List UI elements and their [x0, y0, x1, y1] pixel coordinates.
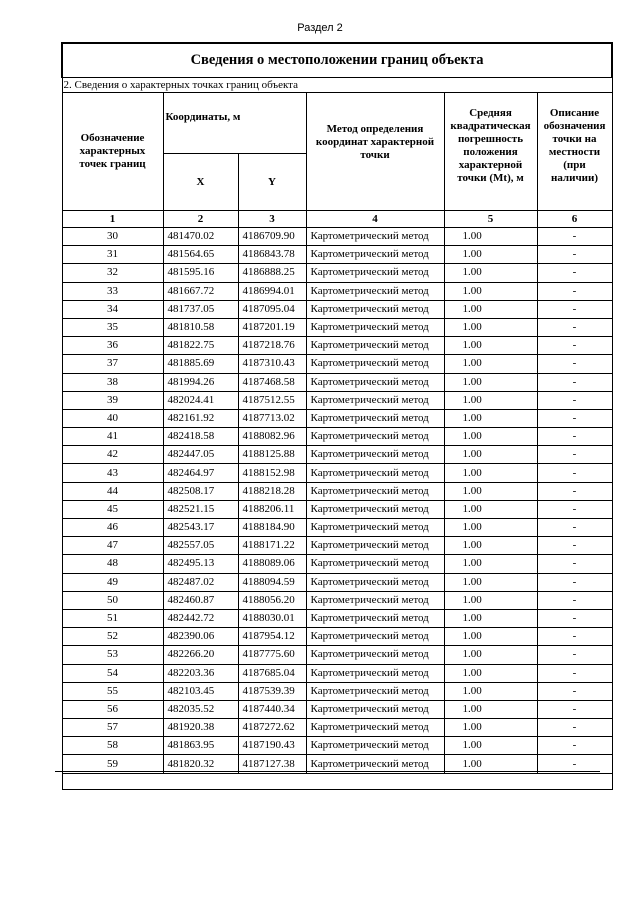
description-cell: -: [537, 555, 612, 573]
coord-y-cell: 4186843.78: [238, 246, 306, 264]
method-cell: Картометрический метод: [306, 500, 444, 518]
header-y: Y: [238, 154, 306, 211]
table-row: [62, 282, 612, 300]
coord-y-cell: 4187713.02: [238, 409, 306, 427]
coord-y-cell: 4187954.12: [238, 628, 306, 646]
method-cell: Картометрический метод: [306, 300, 444, 318]
coord-y-cell: 4187685.04: [238, 664, 306, 682]
column-number: 2: [163, 211, 238, 228]
header-designation: Обозначение характерных точек границ: [62, 93, 163, 211]
error-mt-cell: 1.00: [444, 500, 537, 518]
coord-x-cell: 481737.05: [163, 300, 238, 318]
header-coords: Координаты, м: [163, 93, 306, 154]
description-cell: -: [537, 591, 612, 609]
method-cell: Картометрический метод: [306, 464, 444, 482]
description-cell: -: [537, 373, 612, 391]
header-error: Средняя квадратическая погрешность положения характерной точки (Mt), м: [444, 93, 537, 211]
coord-x-cell: 481822.75: [163, 337, 238, 355]
point-number-cell: 35: [62, 318, 163, 336]
method-cell: Картометрический метод: [306, 428, 444, 446]
table-row: [62, 500, 612, 518]
table-row: [62, 591, 612, 609]
table-row: [62, 482, 612, 500]
method-cell: Картометрический метод: [306, 573, 444, 591]
coord-x-cell: 481667.72: [163, 282, 238, 300]
table-row: [62, 446, 612, 464]
header-method: Метод определения координат характерной точки: [306, 93, 444, 211]
description-cell: -: [537, 264, 612, 282]
table-row: [62, 519, 612, 537]
coord-x-cell: 482521.15: [163, 500, 238, 518]
table-title: Сведения о местоположении границ объекта: [62, 43, 612, 78]
coord-x-cell: 482495.13: [163, 555, 238, 573]
coord-x-cell: 482442.72: [163, 609, 238, 627]
table-row: [62, 246, 612, 264]
error-mt-cell: 1.00: [444, 409, 537, 427]
coord-x-cell: 482203.36: [163, 664, 238, 682]
table-row: [62, 537, 612, 555]
table-row: [62, 337, 612, 355]
method-cell: Картометрический метод: [306, 700, 444, 718]
point-number-cell: 33: [62, 282, 163, 300]
table-row: [62, 355, 612, 373]
method-cell: Картометрический метод: [306, 282, 444, 300]
method-cell: Картометрический метод: [306, 628, 444, 646]
method-cell: Картометрический метод: [306, 737, 444, 755]
column-number: 1: [62, 211, 163, 228]
description-cell: -: [537, 355, 612, 373]
error-mt-cell: 1.00: [444, 482, 537, 500]
error-mt-cell: 1.00: [444, 446, 537, 464]
error-mt-cell: 1.00: [444, 628, 537, 646]
table-row: [62, 719, 612, 737]
coord-y-cell: 4188082.96: [238, 428, 306, 446]
method-cell: Картометрический метод: [306, 537, 444, 555]
table-row: [62, 737, 612, 755]
method-cell: Картометрический метод: [306, 755, 444, 773]
coord-y-cell: 4188125.88: [238, 446, 306, 464]
coord-x-cell: 482418.58: [163, 428, 238, 446]
coord-y-cell: 4187218.76: [238, 337, 306, 355]
method-cell: Картометрический метод: [306, 682, 444, 700]
error-mt-cell: 1.00: [444, 537, 537, 555]
point-number-cell: 46: [62, 519, 163, 537]
error-mt-cell: 1.00: [444, 700, 537, 718]
table-row: [62, 428, 612, 446]
error-mt-cell: 1.00: [444, 355, 537, 373]
point-number-cell: 34: [62, 300, 163, 318]
point-number-cell: 39: [62, 391, 163, 409]
error-mt-cell: 1.00: [444, 228, 537, 246]
description-cell: -: [537, 428, 612, 446]
error-mt-cell: 1.00: [444, 300, 537, 318]
column-number: 3: [238, 211, 306, 228]
point-number-cell: 38: [62, 373, 163, 391]
coord-x-cell: 482103.45: [163, 682, 238, 700]
error-mt-cell: 1.00: [444, 282, 537, 300]
coord-x-cell: 481595.16: [163, 264, 238, 282]
table-row: [62, 646, 612, 664]
error-mt-cell: 1.00: [444, 755, 537, 773]
coord-y-cell: 4188030.01: [238, 609, 306, 627]
description-cell: -: [537, 537, 612, 555]
description-cell: -: [537, 228, 612, 246]
coord-x-cell: 481994.26: [163, 373, 238, 391]
coord-y-cell: 4186888.25: [238, 264, 306, 282]
description-cell: -: [537, 446, 612, 464]
method-cell: Картометрический метод: [306, 391, 444, 409]
error-mt-cell: 1.00: [444, 609, 537, 627]
coord-x-cell: 481470.02: [163, 228, 238, 246]
method-cell: Картометрический метод: [306, 482, 444, 500]
table-row: [62, 573, 612, 591]
point-number-cell: 53: [62, 646, 163, 664]
point-number-cell: 56: [62, 700, 163, 718]
coord-x-cell: 481920.38: [163, 719, 238, 737]
coord-y-cell: 4187468.58: [238, 373, 306, 391]
description-cell: -: [537, 700, 612, 718]
point-number-cell: 45: [62, 500, 163, 518]
error-mt-cell: 1.00: [444, 391, 537, 409]
point-number-cell: 57: [62, 719, 163, 737]
method-cell: Картометрический метод: [306, 228, 444, 246]
coord-x-cell: 481564.65: [163, 246, 238, 264]
point-number-cell: 41: [62, 428, 163, 446]
point-number-cell: 50: [62, 591, 163, 609]
error-mt-cell: 1.00: [444, 318, 537, 336]
description-cell: -: [537, 755, 612, 773]
coord-x-cell: 481863.95: [163, 737, 238, 755]
table-row: [62, 318, 612, 336]
coord-y-cell: 4187201.19: [238, 318, 306, 336]
coord-y-cell: 4187775.60: [238, 646, 306, 664]
column-number: 5: [444, 211, 537, 228]
coord-x-cell: 482266.20: [163, 646, 238, 664]
error-mt-cell: 1.00: [444, 591, 537, 609]
boundary-points-table: [61, 42, 613, 790]
point-number-cell: 43: [62, 464, 163, 482]
description-cell: -: [537, 337, 612, 355]
error-mt-cell: 1.00: [444, 373, 537, 391]
header-x: X: [163, 154, 238, 211]
coord-x-cell: 482508.17: [163, 482, 238, 500]
coord-y-cell: 4188089.06: [238, 555, 306, 573]
coord-y-cell: 4187512.55: [238, 391, 306, 409]
coord-x-cell: 482460.87: [163, 591, 238, 609]
coord-x-cell: 482543.17: [163, 519, 238, 537]
coord-x-cell: 482024.41: [163, 391, 238, 409]
coord-y-cell: 4188171.22: [238, 537, 306, 555]
description-cell: -: [537, 391, 612, 409]
description-cell: -: [537, 664, 612, 682]
coord-x-cell: 481885.69: [163, 355, 238, 373]
column-number: 6: [537, 211, 612, 228]
error-mt-cell: 1.00: [444, 573, 537, 591]
description-cell: -: [537, 573, 612, 591]
method-cell: Картометрический метод: [306, 609, 444, 627]
method-cell: Картометрический метод: [306, 719, 444, 737]
error-mt-cell: 1.00: [444, 264, 537, 282]
coord-x-cell: 481810.58: [163, 318, 238, 336]
error-mt-cell: 1.00: [444, 246, 537, 264]
coord-x-cell: 482464.97: [163, 464, 238, 482]
table-row: [62, 555, 612, 573]
description-cell: -: [537, 682, 612, 700]
method-cell: Картометрический метод: [306, 519, 444, 537]
point-number-cell: 49: [62, 573, 163, 591]
point-number-cell: 59: [62, 755, 163, 773]
description-cell: -: [537, 246, 612, 264]
coord-y-cell: 4188206.11: [238, 500, 306, 518]
description-cell: -: [537, 482, 612, 500]
point-number-cell: 32: [62, 264, 163, 282]
point-number-cell: 51: [62, 609, 163, 627]
description-cell: -: [537, 737, 612, 755]
column-number: 4: [306, 211, 444, 228]
point-number-cell: 47: [62, 537, 163, 555]
empty-cell: [62, 773, 612, 789]
table-row: [62, 300, 612, 318]
point-number-cell: 58: [62, 737, 163, 755]
description-cell: -: [537, 719, 612, 737]
method-cell: Картометрический метод: [306, 264, 444, 282]
point-number-cell: 40: [62, 409, 163, 427]
error-mt-cell: 1.00: [444, 682, 537, 700]
table-row: [62, 682, 612, 700]
method-cell: Картометрический метод: [306, 664, 444, 682]
description-cell: -: [537, 300, 612, 318]
description-cell: -: [537, 409, 612, 427]
method-cell: Картометрический метод: [306, 355, 444, 373]
coord-y-cell: 4187127.38: [238, 755, 306, 773]
error-mt-cell: 1.00: [444, 519, 537, 537]
error-mt-cell: 1.00: [444, 555, 537, 573]
coord-y-cell: 4186709.90: [238, 228, 306, 246]
error-mt-cell: 1.00: [444, 719, 537, 737]
header-description: Описание обозначения точки на местности (при наличии): [537, 93, 612, 211]
description-cell: -: [537, 628, 612, 646]
method-cell: Картометрический метод: [306, 409, 444, 427]
method-cell: Картометрический метод: [306, 246, 444, 264]
method-cell: Картометрический метод: [306, 555, 444, 573]
table-row: [62, 373, 612, 391]
table-row: [62, 464, 612, 482]
error-mt-cell: 1.00: [444, 428, 537, 446]
coord-y-cell: 4188152.98: [238, 464, 306, 482]
table-row: [62, 628, 612, 646]
description-cell: -: [537, 282, 612, 300]
coord-y-cell: 4187539.39: [238, 682, 306, 700]
coord-x-cell: 482447.05: [163, 446, 238, 464]
coord-y-cell: 4188056.20: [238, 591, 306, 609]
point-number-cell: 48: [62, 555, 163, 573]
description-cell: -: [537, 519, 612, 537]
description-cell: -: [537, 500, 612, 518]
table-row: [62, 700, 612, 718]
method-cell: Картометрический метод: [306, 446, 444, 464]
coord-y-cell: 4187190.43: [238, 737, 306, 755]
method-cell: Картометрический метод: [306, 591, 444, 609]
point-number-cell: 52: [62, 628, 163, 646]
coord-y-cell: 4187440.34: [238, 700, 306, 718]
method-cell: Картометрический метод: [306, 337, 444, 355]
error-mt-cell: 1.00: [444, 337, 537, 355]
error-mt-cell: 1.00: [444, 737, 537, 755]
method-cell: Картометрический метод: [306, 373, 444, 391]
table-row: [62, 391, 612, 409]
description-cell: -: [537, 318, 612, 336]
table-row: [62, 228, 612, 246]
empty-row: [62, 773, 612, 789]
section-label: Раздел 2: [297, 22, 343, 34]
table-row: [62, 409, 612, 427]
point-number-cell: 42: [62, 446, 163, 464]
method-cell: Картометрический метод: [306, 318, 444, 336]
coord-x-cell: 482390.06: [163, 628, 238, 646]
coord-y-cell: 4188184.90: [238, 519, 306, 537]
point-number-cell: 36: [62, 337, 163, 355]
coord-y-cell: 4188218.28: [238, 482, 306, 500]
table-row: [62, 664, 612, 682]
point-number-cell: 37: [62, 355, 163, 373]
point-number-cell: 44: [62, 482, 163, 500]
error-mt-cell: 1.00: [444, 646, 537, 664]
point-number-cell: 54: [62, 664, 163, 682]
description-cell: -: [537, 646, 612, 664]
coord-x-cell: 482035.52: [163, 700, 238, 718]
point-number-cell: 55: [62, 682, 163, 700]
description-cell: -: [537, 609, 612, 627]
error-mt-cell: 1.00: [444, 664, 537, 682]
table-row: [62, 609, 612, 627]
table-row: [62, 264, 612, 282]
coord-x-cell: 482487.02: [163, 573, 238, 591]
coord-x-cell: 481820.32: [163, 755, 238, 773]
description-cell: -: [537, 464, 612, 482]
coord-y-cell: 4187310.43: [238, 355, 306, 373]
coord-x-cell: 482557.05: [163, 537, 238, 555]
bottom-rule: [55, 771, 600, 772]
method-cell: Картометрический метод: [306, 646, 444, 664]
coord-x-cell: 482161.92: [163, 409, 238, 427]
table-subtitle: 2. Сведения о характерных точках границ объекта: [62, 78, 612, 93]
point-number-cell: 31: [62, 246, 163, 264]
error-mt-cell: 1.00: [444, 464, 537, 482]
coord-y-cell: 4187272.62: [238, 719, 306, 737]
coord-y-cell: 4186994.01: [238, 282, 306, 300]
coord-y-cell: 4188094.59: [238, 573, 306, 591]
coord-y-cell: 4187095.04: [238, 300, 306, 318]
point-number-cell: 30: [62, 228, 163, 246]
